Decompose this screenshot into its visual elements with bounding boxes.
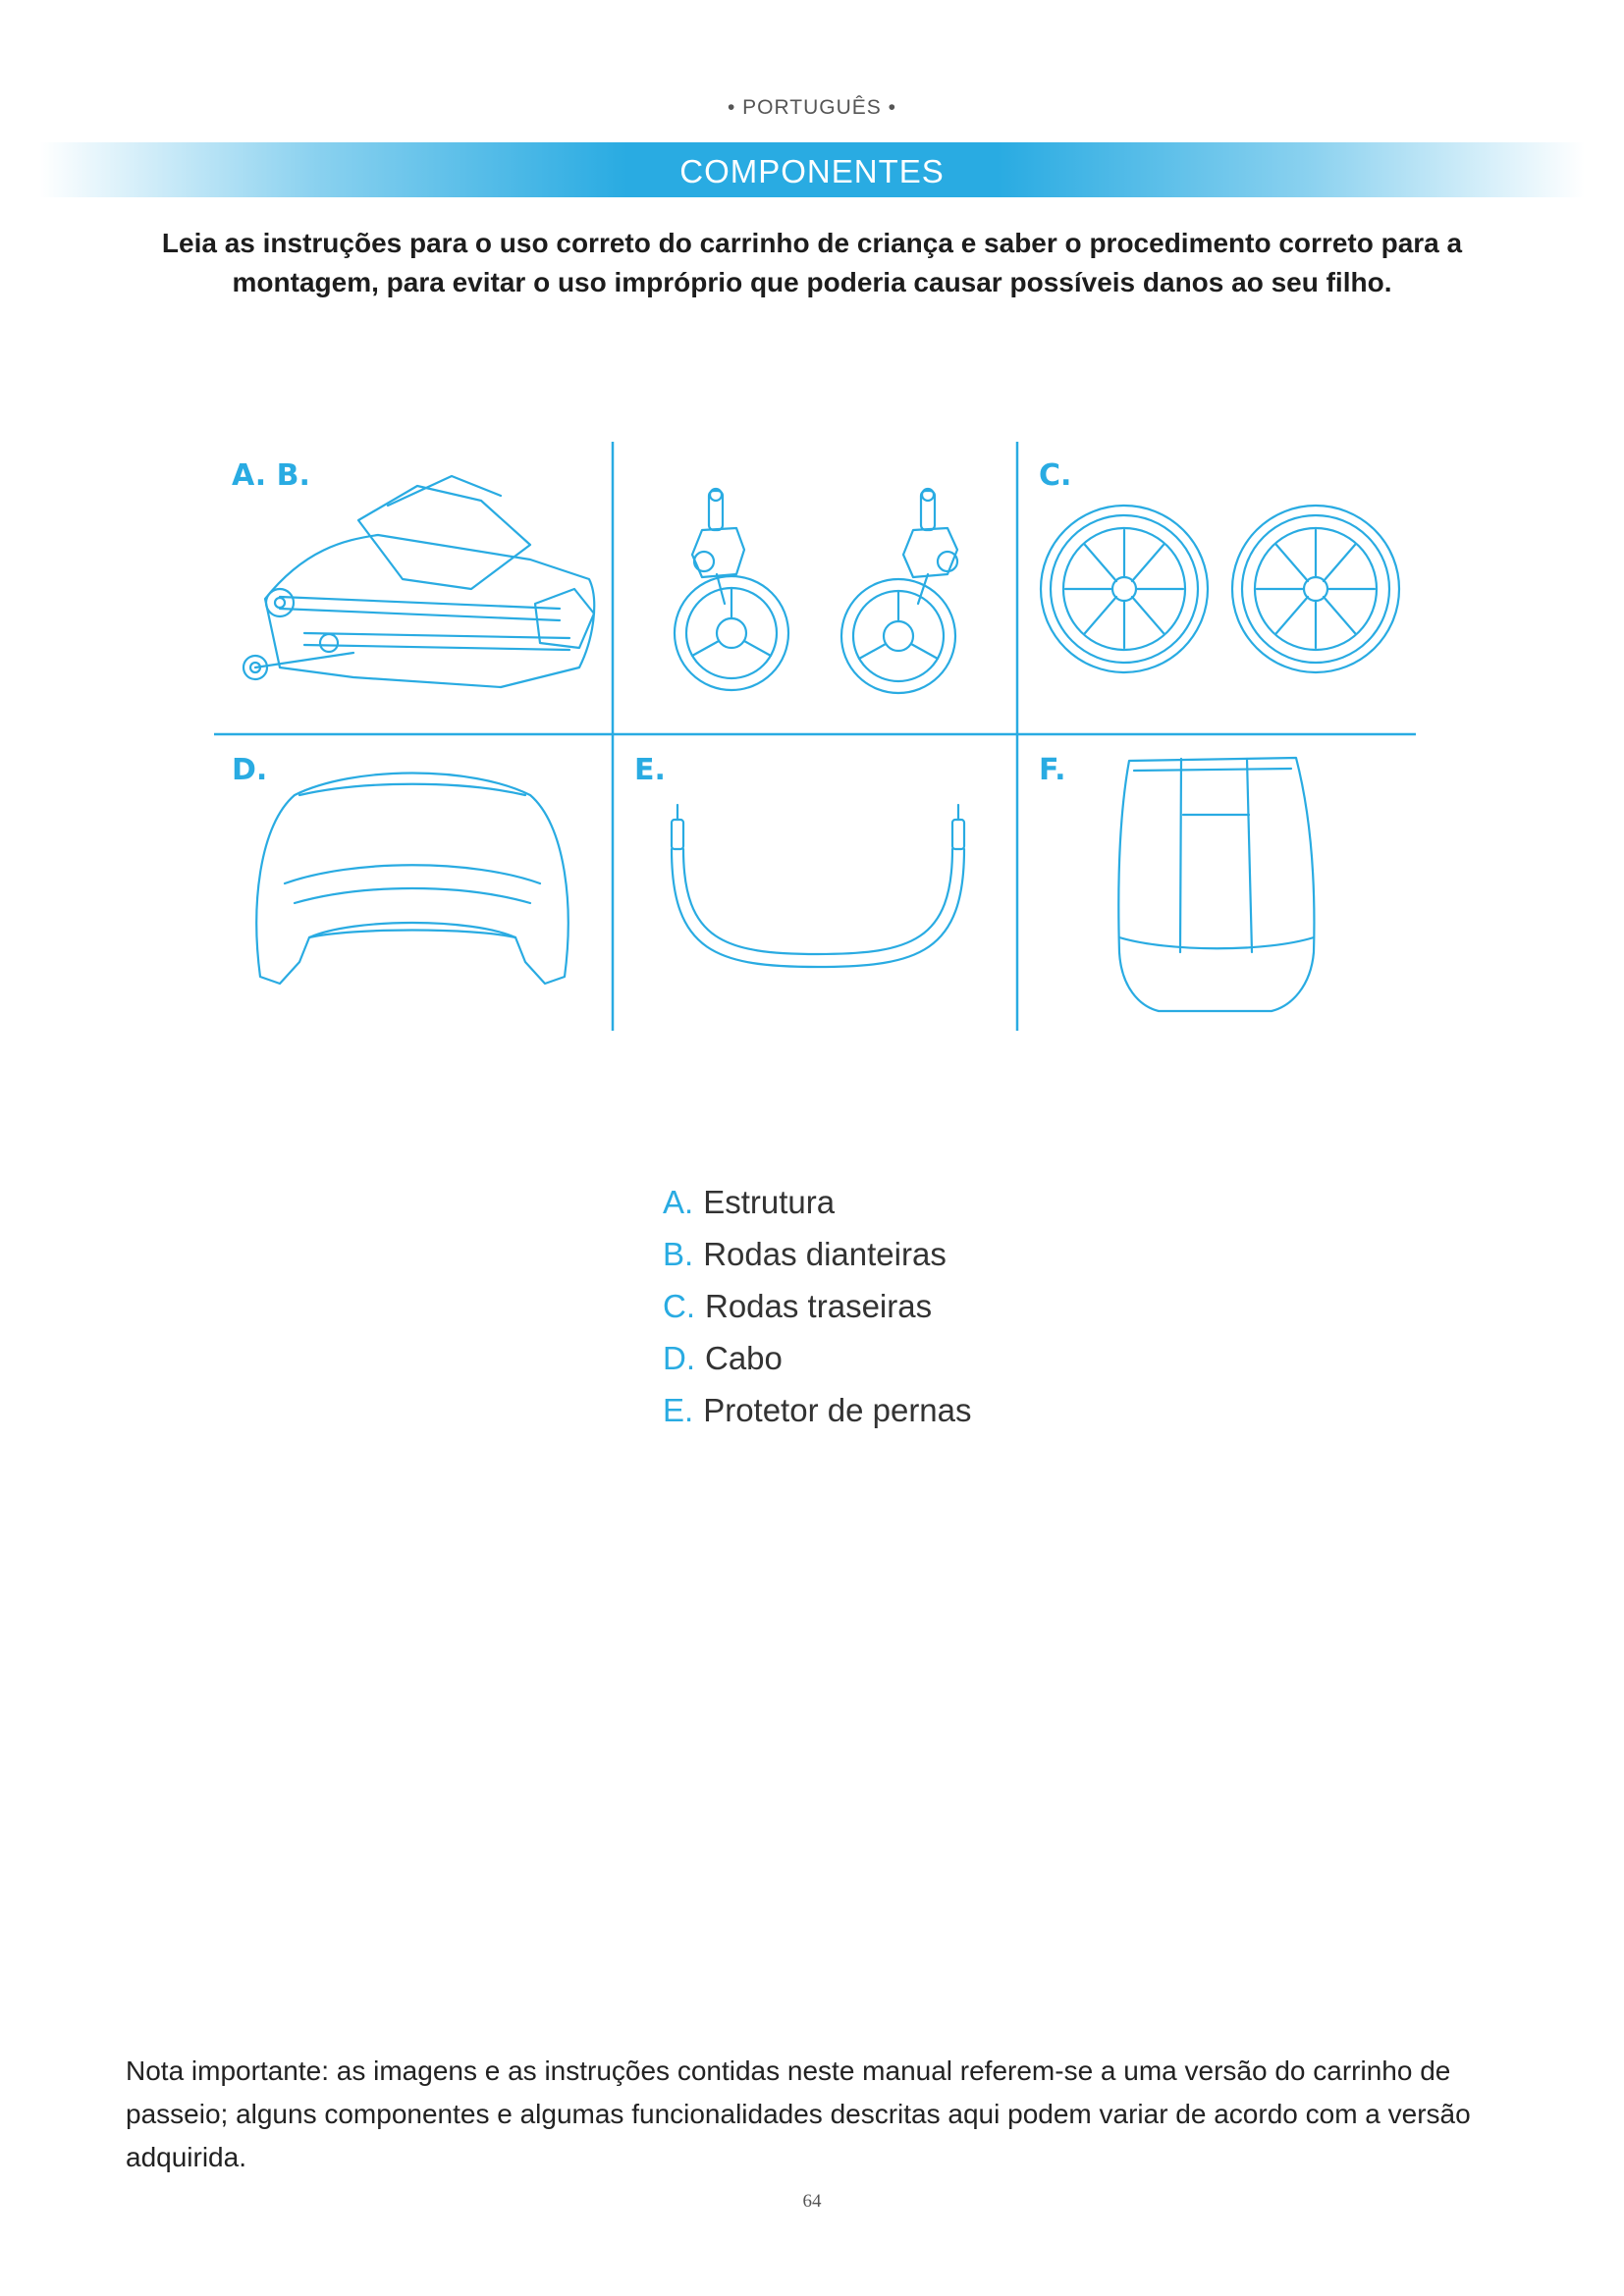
legend-item-a [663,1176,972,1228]
bumper-bar-icon [672,805,964,967]
panel-label-d: D. [232,753,268,787]
legend-text-d: Cabo [705,1340,783,1376]
panel-label-ab: A. B. [232,458,310,493]
legend-key-a: A. [663,1184,694,1220]
panel-label-f: F. [1039,753,1066,787]
components-figure [206,442,1424,1041]
legend-key-c: C. [663,1288,695,1324]
legend-item-e [663,1384,972,1436]
components-legend [663,1176,972,1436]
section-title: COMPONENTES [679,153,945,189]
legend-text-a: Estrutura [703,1184,836,1220]
rear-wheels-icon [1041,506,1399,672]
panel-label-e: E. [634,753,666,787]
folded-stroller-frame-icon [244,476,594,687]
legend-text-c: Rodas traseiras [705,1288,933,1324]
intro-paragraph: Leia as instruções para o uso correto do carrinho de criança e saber o procedimento correto para a montagem, para evitar o uso impróprio que poderia causar possíveis danos ao seu filho. [161,228,1463,297]
seat-cover-icon [1118,758,1314,1011]
legend-key-e: E. [663,1392,694,1428]
section-banner [39,142,1585,197]
important-note: Nota importante: as imagens e as instruções contidas neste manual referem-se a uma versão do carrinho de passeio; alguns componentes e algumas funcionalidades descritas aqui podem variar de acordo com a versão adquirida. [126,2056,1471,2172]
legend-key-b: B. [663,1236,694,1272]
language-label: • PORTUGUÊS • [727,96,896,119]
legend-text-e: Protetor de pernas [703,1392,972,1428]
canopy-icon [256,774,568,985]
legend-item-c [663,1280,972,1332]
legend-item-d [663,1332,972,1384]
components-illustration [206,442,1424,1041]
legend-item-b [663,1228,972,1280]
front-wheels-icon [675,489,957,693]
legend-text-b: Rodas dianteiras [703,1236,947,1272]
legend-key-d: D. [663,1340,695,1376]
panel-label-c: C. [1039,458,1072,493]
page-number: 64 [802,2191,822,2212]
